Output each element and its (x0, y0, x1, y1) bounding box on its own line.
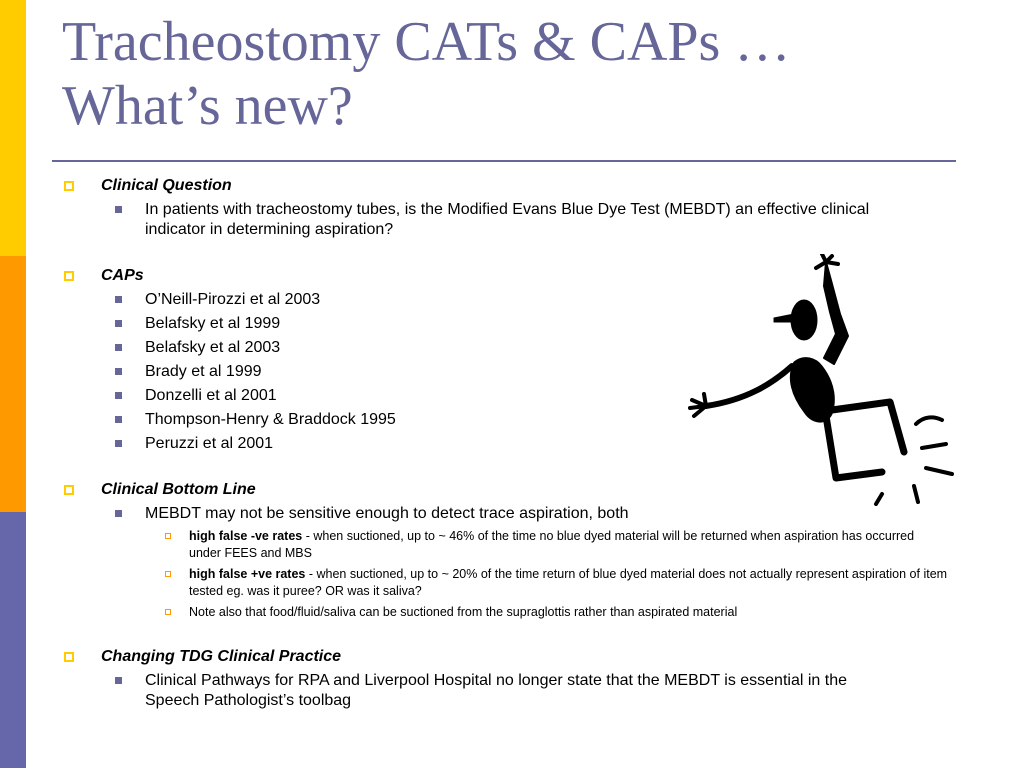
title-divider (52, 160, 956, 162)
list-item (60, 200, 905, 240)
item-text: Belafsky et al 2003 (145, 339, 281, 356)
figure-cap-brim (774, 314, 794, 322)
square-bullet-icon (115, 510, 122, 517)
hollow-square-bullet-icon (165, 609, 171, 615)
section-heading (60, 647, 960, 667)
motion-mark (926, 468, 952, 474)
item-text: MEBDT may not be sensitive enough to detect trace aspiration, both (145, 505, 629, 522)
item-text: Peruzzi et al 2001 (145, 435, 274, 452)
side-bar-blue (0, 512, 26, 768)
hollow-square-bullet-icon (64, 271, 74, 281)
item-text: O’Neill-Pirozzi et al 2003 (145, 291, 321, 308)
sub-item-text: Note also that food/fluid/saliva can be suctioned from the supraglottis rather than aspirated material (189, 605, 738, 619)
section-heading (60, 176, 960, 196)
figure-body (790, 358, 834, 422)
figure-leg-right (832, 402, 904, 452)
motion-mark (914, 486, 918, 502)
stick-figure-clipart-icon (686, 254, 958, 506)
square-bullet-icon (115, 344, 122, 351)
sub-list-item (60, 528, 949, 562)
heading-text: Clinical Question (101, 177, 232, 194)
sub-item-emphasis: high false +ve rates (189, 567, 306, 581)
figure-left-hand (690, 394, 706, 416)
square-bullet-icon (115, 392, 122, 399)
hollow-square-bullet-icon (165, 571, 171, 577)
square-bullet-icon (115, 206, 122, 213)
item-text: Thompson-Henry & Braddock 1995 (145, 411, 396, 428)
item-text: Brady et al 1999 (145, 363, 262, 380)
side-bar-yellow (0, 0, 26, 256)
square-bullet-icon (115, 296, 122, 303)
section-changing-practice (60, 647, 960, 711)
hollow-square-bullet-icon (64, 485, 74, 495)
title-line-2: What’s new? (62, 75, 353, 137)
heading-text: Clinical Bottom Line (101, 481, 256, 498)
sub-item-text: - when suctioned, up to ~ 46% of the time no blue dyed material will be returned when aspiration has occurred under FEES and MBS (189, 529, 915, 560)
item-text: Clinical Pathways for RPA and Liverpool Hospital no longer state that the MEBDT is essential in the Speech Pathologist’s toolbag (145, 672, 847, 709)
item-text: Donzelli et al 2001 (145, 387, 277, 404)
square-bullet-icon (115, 368, 122, 375)
figure-raised-arm (824, 262, 848, 364)
motion-mark (876, 494, 882, 504)
sub-list-item (60, 566, 949, 600)
list-item (60, 504, 905, 524)
square-bullet-icon (115, 440, 122, 447)
sub-item-emphasis: high false -ve rates (189, 529, 303, 543)
hollow-square-bullet-icon (165, 533, 171, 539)
square-bullet-icon (115, 677, 122, 684)
motion-mark (916, 417, 942, 424)
sub-list-item (60, 604, 949, 621)
sub-item-text: - when suctioned, up to ~ 20% of the time return of blue dyed material does not actually represent aspiration of item tested eg. was it puree? OR was it saliva? (189, 567, 948, 598)
item-text: Belafsky et al 1999 (145, 315, 281, 332)
list-item (60, 671, 905, 711)
figure-head (791, 300, 817, 340)
hollow-square-bullet-icon (64, 652, 74, 662)
figure-leg-left (826, 416, 882, 478)
figure-left-arm (706, 366, 792, 406)
slide-title (62, 10, 962, 138)
square-bullet-icon (115, 416, 122, 423)
hollow-square-bullet-icon (64, 181, 74, 191)
heading-text: CAPs (101, 267, 144, 284)
motion-mark (922, 444, 946, 448)
heading-text: Changing TDG Clinical Practice (101, 648, 342, 665)
side-bar-orange (0, 256, 26, 512)
square-bullet-icon (115, 320, 122, 327)
title-line-1: Tracheostomy CATs & CAPs … (62, 11, 791, 73)
section-clinical-question (60, 176, 960, 240)
item-text: In patients with tracheostomy tubes, is the Modified Evans Blue Dye Test (MEBDT) an effective clinical indicator in determining aspiration? (145, 201, 870, 238)
